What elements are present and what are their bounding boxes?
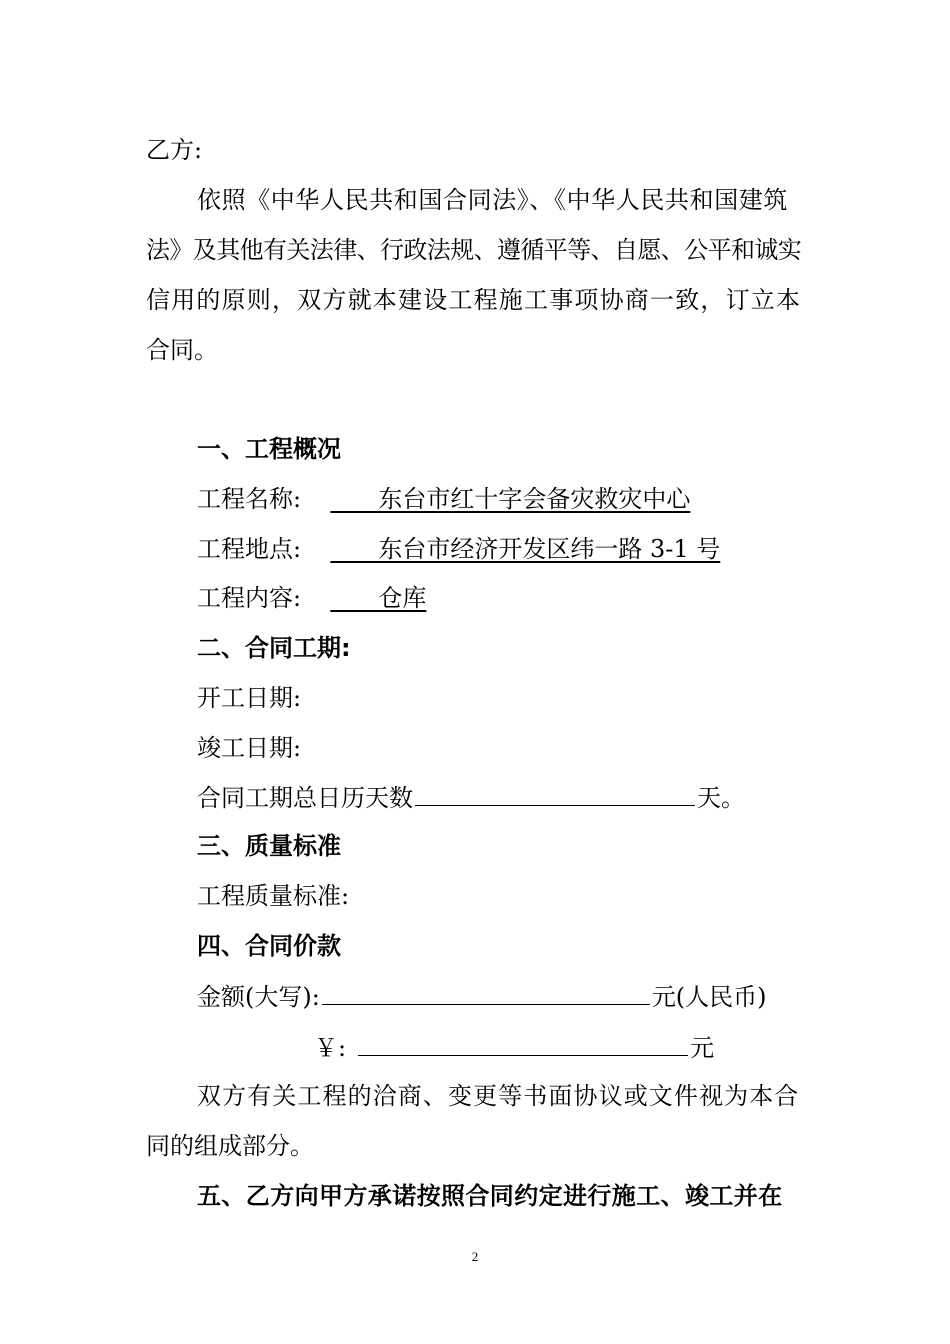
section-5-heading: 五、乙方向甲方承诺按照合同约定进行施工、竣工并在 <box>197 1182 783 1210</box>
intro-line-4: 合同。 <box>146 336 218 364</box>
total-days-unit: 天。 <box>697 784 745 812</box>
project-content-value: 仓库 <box>330 584 427 612</box>
section-1-heading: 一、工程概况 <box>197 435 341 463</box>
amount-label: 金额(大写): <box>197 983 320 1011</box>
intro-line-3: 信用的原则，双方就本建设工程施工事项协商一致，订立本 <box>146 286 802 314</box>
completion-date-label: 竣工日期: <box>197 734 302 762</box>
page-number: 2 <box>471 1249 479 1264</box>
section-3-heading: 三、质量标准 <box>197 832 341 860</box>
project-location-label: 工程地点: <box>197 535 302 563</box>
total-days-blank <box>415 781 695 806</box>
project-location-row <box>197 533 720 565</box>
yen-blank <box>358 1031 688 1056</box>
start-date-label: 开工日期: <box>197 684 302 712</box>
project-name-row <box>197 483 690 515</box>
yen-label: ￥: <box>314 1034 347 1062</box>
amount-blank <box>322 980 650 1005</box>
section-4-heading: 四、合同价款 <box>197 932 341 960</box>
yen-unit: 元 <box>690 1034 715 1062</box>
total-days-row <box>197 781 745 814</box>
section-2-heading: 二、合同工期: <box>197 634 351 662</box>
note-line-2: 同的组成部分。 <box>146 1132 314 1160</box>
project-name-value: 东台市红十字会备灾救灾中心 <box>330 485 691 513</box>
party-b-label: 乙方: <box>146 136 203 164</box>
project-location-value: 东台市经济开发区纬一路 3-1 号 <box>330 535 721 563</box>
amount-row <box>197 980 767 1013</box>
project-content-label: 工程内容: <box>197 584 302 612</box>
project-content-row <box>197 582 426 614</box>
total-days-label: 合同工期总日历天数 <box>197 784 413 812</box>
project-name-label: 工程名称: <box>197 485 302 513</box>
quality-standard-label: 工程质量标准: <box>197 882 350 910</box>
intro-line-2: 法》及其他有关法律、行政法规、遵循平等、自愿、公平和诚实 <box>146 236 802 264</box>
intro-line-1: 依照《中华人民共和国合同法》、《中华人民共和国建筑 <box>197 186 788 214</box>
note-line-1: 双方有关工程的洽商、变更等书面协议或文件视为本合 <box>197 1082 800 1110</box>
yen-row <box>314 1031 714 1064</box>
amount-unit: 元(人民币) <box>651 983 767 1011</box>
